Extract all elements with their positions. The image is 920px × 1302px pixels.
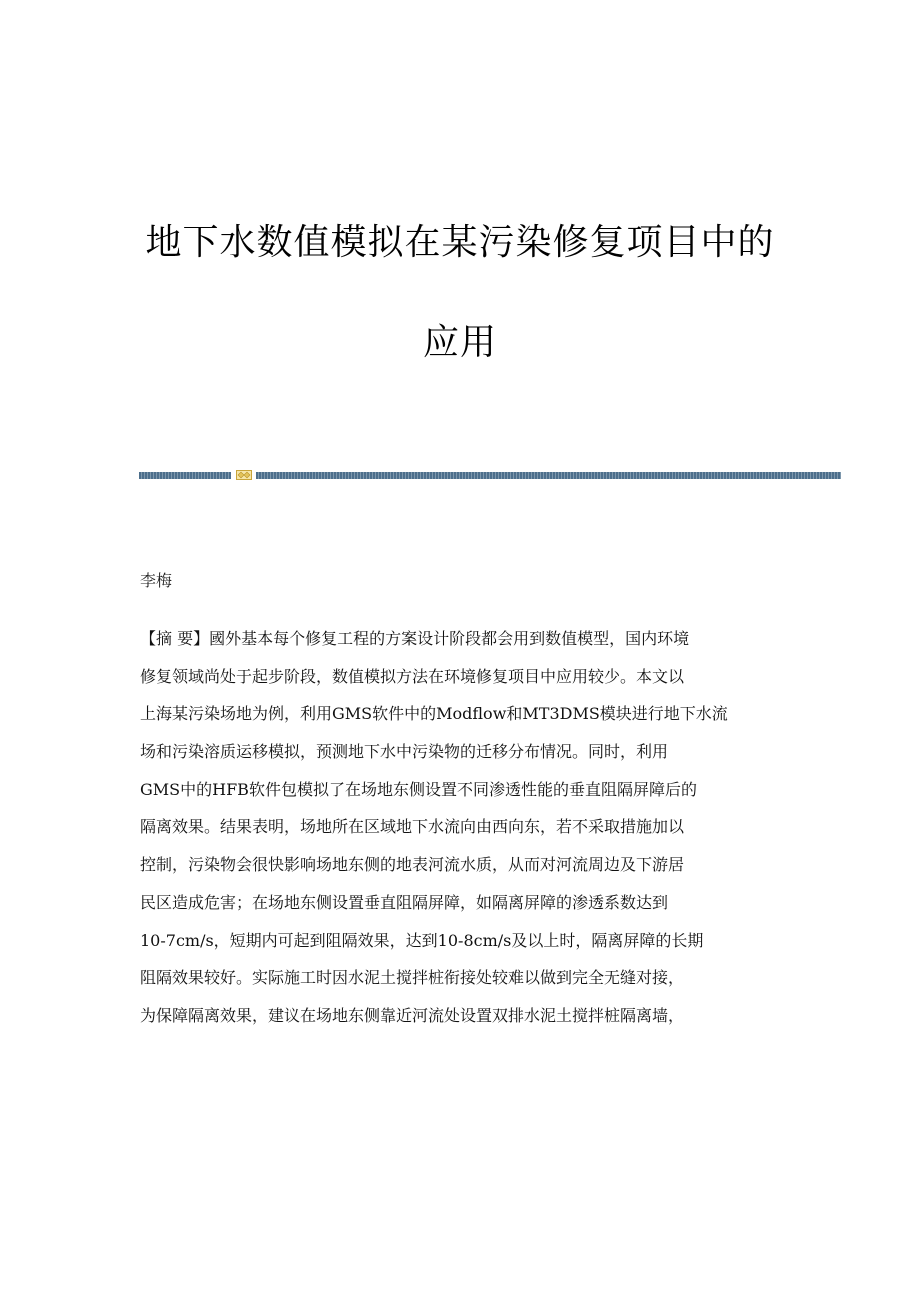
abstract-line: 为保障隔离效果，建议在场地东侧靠近河流处设置双排水泥土搅拌桩隔离墙，	[140, 1005, 685, 1025]
abstract-line: 民区造成危害；在场地东侧设置垂直阻隔屏障，如隔离屏障的渗透系数达到	[140, 892, 669, 912]
document-title-line-1: 地下水数值模拟在某污染修复项目中的	[145, 222, 775, 263]
abstract-line: 控制，污染物会很快影响场地东侧的地表河流水质，从而对河流周边及下游居	[140, 855, 685, 875]
document-title-line-2: 应用	[422, 322, 497, 363]
divider-bar-right	[256, 472, 841, 479]
abstract-line: 场和污染溶质运移模拟，预测地下水中污染物的迁移分布情况。同时，利用	[140, 742, 669, 762]
abstract-line: GMS中的HFB软件包模拟了在场地东侧设置不同渗透性能的垂直阻隔屏障后的	[140, 779, 697, 799]
abstract-line: 上海某污染场地为例，利用GMS软件中的Modflow和MT3DMS模块进行地下水流	[140, 704, 728, 724]
decorative-ornament-icon	[236, 470, 252, 480]
abstract-line: 【摘 要】國外基本每个修复工程的方案设计阶段都会用到数值模型，国内环境	[140, 629, 690, 648]
divider-bar-left	[139, 472, 231, 479]
title-divider	[139, 470, 841, 480]
abstract-paragraph	[140, 620, 785, 1035]
abstract-line: 隔离效果。结果表明，场地所在区域地下水流向由西向东，若不采取措施加以	[140, 817, 685, 837]
author-name: 李梅	[140, 571, 173, 590]
abstract-line: 10-7cm/s，短期内可起到阻隔效果，达到10-8cm/s及以上时，隔离屏障的长期	[140, 930, 704, 950]
abstract-line: 阻隔效果较好。实际施工时因水泥土搅拌桩衔接处较难以做到完全无缝对接，	[140, 968, 685, 988]
abstract-line: 修复领域尚处于起步阶段，数值模拟方法在环境修复项目中应用较少。本文以	[140, 666, 685, 686]
